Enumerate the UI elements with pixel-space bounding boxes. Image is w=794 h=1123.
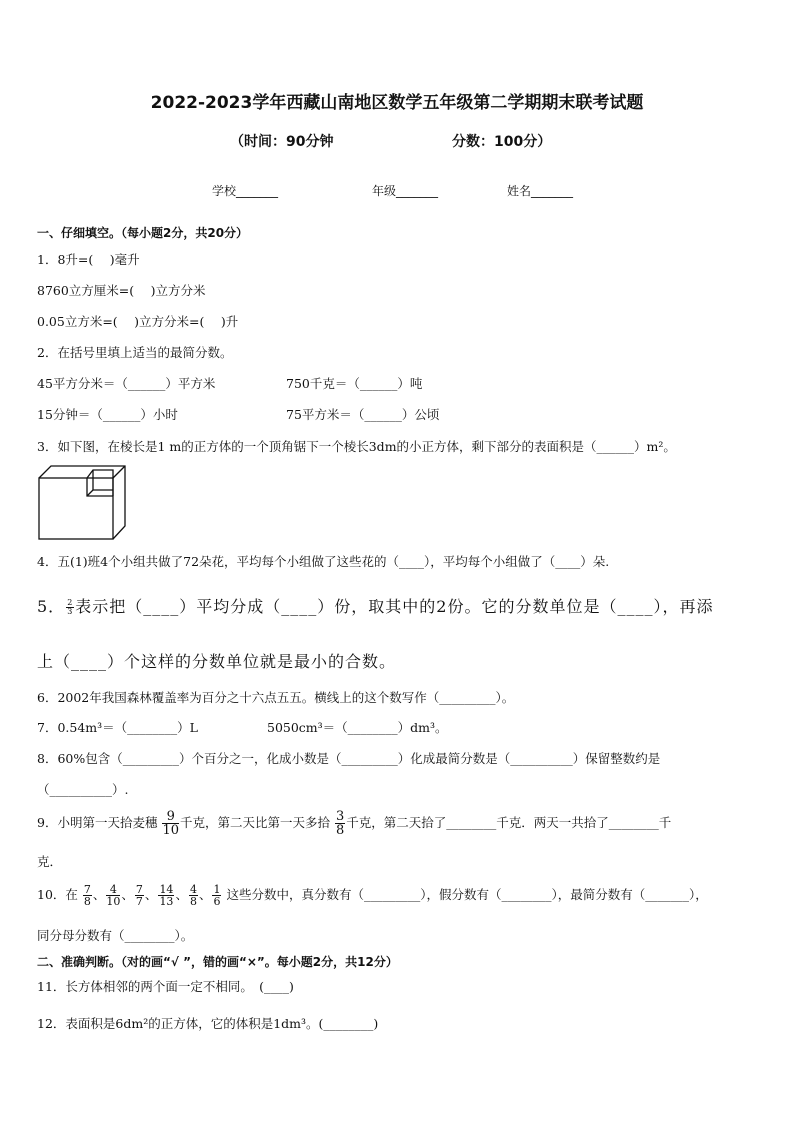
separator: 、 — [92, 887, 106, 902]
q10-line2: 同分母分数有（________）。 — [37, 928, 194, 943]
q5-frac-num: 2 — [67, 598, 74, 607]
frac-den: 10 — [106, 895, 121, 908]
name-field: 姓名_______ — [507, 184, 574, 198]
q2-text: 2．在括号里填上适当的最简分数。 — [37, 345, 233, 360]
q9-fraction-1 — [162, 810, 179, 837]
q2-d: 75平方米＝（______）公顷 — [286, 407, 440, 422]
separator: 、 — [144, 887, 158, 902]
cube-figure — [37, 462, 127, 542]
grade-field: 年级_______ — [372, 184, 439, 198]
q9-f1-den: 10 — [162, 823, 179, 838]
q9-f2-num: 3 — [336, 809, 345, 824]
q10-fractions — [78, 883, 227, 908]
q5-fraction — [66, 599, 74, 616]
separator: 、 — [175, 887, 188, 902]
frac-den: 7 — [135, 895, 143, 908]
q9-mid: 千克，第二天比第一天多拾 — [180, 815, 331, 830]
section1-heading: 一、仔细填空。（每小题2分，共20分） — [37, 226, 249, 240]
frac-num: 14 — [159, 883, 174, 896]
q10-line1 — [37, 884, 708, 907]
frac-num: 7 — [83, 883, 91, 896]
q1-line3: 0.05立方米=( )立方分米=( )升 — [37, 314, 239, 329]
school-field: 学校_______ — [212, 184, 279, 198]
frac-num: 1 — [213, 883, 221, 896]
q6-text: 6．2002年我国森林覆盖率为百分之十六点五五。横线上的这个数写作（_________）。 — [37, 690, 515, 705]
exam-score: 分数：100分） — [452, 134, 552, 150]
q7-a: 7．0.54m³＝（________）L — [37, 720, 198, 735]
separator: 、 — [121, 887, 134, 902]
q10-frac — [106, 884, 120, 907]
frac-den: 13 — [159, 895, 174, 908]
q5-line1 — [37, 594, 713, 617]
q1-line1: 1．8升=( )毫升 — [37, 252, 140, 267]
q8-line1: 8．60%包含（_________）个百分之一，化成小数是（_________）化成最简分数是（__________）保留整数约是 — [37, 751, 661, 766]
q9-f1-num: 9 — [162, 810, 179, 824]
q10-pre: 10．在 — [37, 887, 78, 902]
q1-line2: 8760立方厘米=( )立方分米 — [37, 283, 206, 298]
q7-b: 5050cm³＝（________）dm³。 — [267, 720, 448, 735]
frac-num: 4 — [189, 883, 197, 896]
separator: 、 — [198, 887, 212, 902]
q9-line2: 克． — [37, 854, 63, 869]
frac-den: 8 — [189, 895, 197, 908]
q10-frac — [135, 884, 144, 907]
q10-post: 这些分数中，真分数有（_________），假分数有（________），最简分数有（_______）， — [226, 887, 708, 902]
q10-frac — [158, 884, 174, 907]
q2-b: 750千克＝（______）吨 — [286, 376, 423, 391]
exam-time: （时间：90分钟 — [230, 134, 334, 150]
q10-frac — [83, 884, 92, 907]
q10-frac — [212, 884, 221, 907]
q2-c: 15分钟＝（______）小时 — [37, 407, 178, 422]
q3-text: 3．如下图，在棱长是1 m的正方体的一个顶角锯下一个棱长3dm的小正方体，剩下部分的表面积是（______）m²。 — [37, 439, 676, 454]
frac-num: 4 — [106, 884, 120, 896]
q9-f2-den: 8 — [336, 823, 345, 838]
exam-title: 2022-2023学年西藏山南地区数学五年级第二学期期末联考试题 — [150, 93, 644, 113]
q9-post: 千克，第二天拾了________千克．两天一共拾了________千 — [346, 815, 672, 830]
q5-frac-den: 3 — [67, 607, 74, 616]
q9-pre: 9．小明第一天拾麦穗 — [37, 815, 158, 830]
q9-fraction-2 — [335, 810, 345, 837]
section2-heading: 二、准确判断。（对的画“√ ”，错的画“×”。每小题2分，共12分） — [37, 955, 398, 969]
q10-frac — [189, 884, 198, 907]
q5-prefix: 5． — [37, 597, 66, 616]
frac-den: 8 — [83, 895, 91, 908]
q9-line1 — [37, 810, 671, 837]
q5-line2: 上（____）个这样的分数单位就是最小的合数。 — [37, 652, 397, 671]
q5-line1-text: 表示把（____）平均分成（____）份，取其中的2份。它的分数单位是（____），再添 — [75, 597, 714, 616]
q11-text: 11．长方体相邻的两个面一定不相同。 (____) — [37, 979, 294, 994]
q8-line2: （__________）. — [37, 782, 129, 797]
frac-den: 6 — [213, 895, 221, 908]
frac-num: 7 — [135, 883, 143, 896]
q12-text: 12．表面积是6dm²的正方体，它的体积是1dm³。(________) — [37, 1016, 379, 1031]
q4-text: 4．五(1)班4个小组共做了72朵花，平均每个小组做了这些花的（____），平均每个小组做了（____）朵. — [37, 554, 610, 569]
q2-a: 45平方分米＝（______）平方米 — [37, 376, 216, 391]
